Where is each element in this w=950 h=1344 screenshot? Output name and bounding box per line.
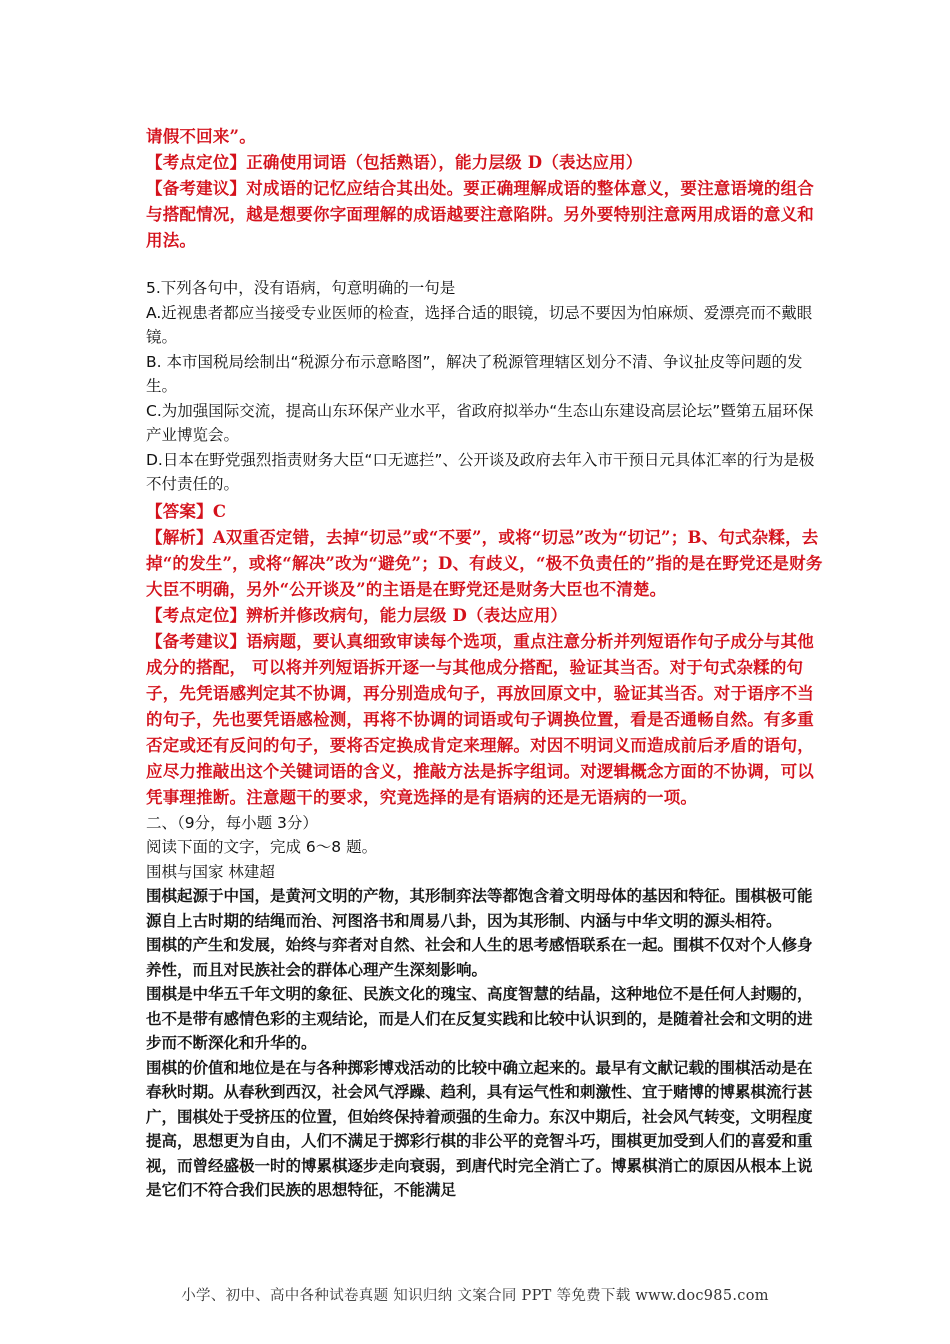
beikao-tag: 【备考建议】 — [146, 179, 247, 198]
option-c: C.为加强国际交流，提高山东环保产业水平，省政府拟举办“生态山东建设高层论坛”暨第五届环保产业博览会。 — [146, 401, 814, 444]
answer-text: C — [212, 501, 227, 521]
article-paragraph-3: 围棋是中华五千年文明的象征、民族文化的瑰宝、高度智慧的结晶，这种地位不是任何人封赐的，也不是带有感情色彩的主观结论，而是人们在反复实践和比较中认识到的，是随着社会和文明的进步而不断深化和升华的。 — [146, 985, 813, 1052]
question-stem: 5.下列各句中，没有语病，句意明确的一句是 — [146, 279, 456, 297]
section-two — [146, 811, 826, 1203]
reading-instruction: 阅读下面的文字，完成 6～8 题。 — [146, 838, 378, 856]
kaodian-tag: 【考点定位】 — [146, 153, 247, 172]
answer-tag: 【答案】 — [146, 501, 213, 521]
analysis-block-q5 — [146, 499, 826, 811]
jiexi-tag: 【解析】 — [146, 527, 213, 547]
document-page — [146, 124, 826, 1203]
article-paragraph-4: 围棋的价值和地位是在与各种掷彩博戏活动的比较中确立起来的。最早有文献记载的围棋活动是在春秋时期。从春秋到西汉，社会风气浮躁、趋利，具有运气性和刺激性、宜于赌博的博累棋流行甚广，围棋处于受挤压的位置，但始终保持着顽强的生命力。东汉中期后，社会风气转变，文明程度提高，思想更为自由，人们不满足于掷彩行棋的非公平的竞智斗巧，围棋更加受到人们的喜爱和重视，而曾经盛极一时的博累棋逐步走向衰弱，到唐代时完全消亡了。博累棋消亡的原因从根本上说是它们不符合我们民族的思想特征，不能满足 — [146, 1058, 813, 1199]
section-heading: 二、（9分，每小题 3分） — [146, 813, 318, 832]
beikao-text: 对成语的记忆应结合其出处。要正确理解成语的整体意义，要注意语境的组合与搭配情况，越是想要你字面理解的成语越要注意陷阱。另外要特别注意两用成语的意义和用法。 — [146, 179, 815, 250]
kaodian-text: 正确使用词语（包括熟语），能力层级 D（表达应用） — [246, 153, 643, 172]
page-footer: 小学、初中、高中各种试卷真题 知识归纳 文案合同 PPT 等免费下载 www.doc985.com — [181, 1288, 769, 1304]
analysis-block-q4 — [146, 124, 826, 254]
analysis-continuation: 请假不回来”。 — [146, 127, 256, 146]
beikao-line-q5 — [146, 629, 826, 811]
kaodian-line-q5 — [146, 603, 826, 629]
beikao-tag: 【备考建议】 — [146, 631, 247, 651]
beikao-line-q4 — [146, 176, 826, 254]
beikao-text: 语病题，要认真细致审读每个选项，重点注意分析并列短语作句子成分与其他成分的搭配， 可以将并列短语拆开逐一与其他成分搭配，验证其当否。对于句式杂糅的句子，先凭语感判定其不协调，再分别造成句子，再放回原文中，验证其当否。对于语序不当的句子，先也要凭语感检测，再将不协调的词语或句子调换位置，看是否通畅自然。有多重否定或还有反问的句子，要将否定换成肯定来理解。对因不明词义而造成前后矛盾的语句，应尽力推敲出这个关键词语的含义，推敲方法是拆字组词。对逻辑概念方面的不协调，可以凭事理推断。注意题干的要求，究竟选择的是有语病的还是无语病的一项。 — [146, 631, 815, 807]
article-title: 围棋与国家 林建超 — [146, 862, 275, 881]
question-5 — [146, 276, 826, 497]
option-b: B. 本市国税局绘制出“税源分布示意略图”，解决了税源管理辖区划分不清、争议扯皮等问题的发生。 — [146, 352, 803, 395]
option-a: A.近视患者都应当接受专业医师的检查，选择合适的眼镜，切忌不要因为怕麻烦、爱漂亮而不戴眼镜。 — [146, 303, 813, 346]
article-paragraph-2: 围棋的产生和发展，始终与弈者对自然、社会和人生的思考感悟联系在一起。围棋不仅对个人修身养性，而且对民族社会的群体心理产生深刻影响。 — [146, 936, 813, 979]
kaodian-tag: 【考点定位】 — [146, 605, 247, 625]
jiexi-line — [146, 525, 826, 603]
article-paragraph-1: 围棋起源于中国，是黄河文明的产物，其形制弈法等都饱含着文明母体的基因和特征。围棋极可能源自上古时期的结绳而治、河图洛书和周易八卦，因为其形制、内涵与中华文明的源头相符。 — [146, 887, 813, 930]
jiexi-text: A双重否定错，去掉“切忌”或“不要”，或将“切忌”改为“切记”；B、句式杂糅，去掉“的发生”，或将“解决”改为“避免”；D、有歧义，“极不负责任的”指的是在野党还是财务大臣不明确，另外“公开谈及”的主语是在野党还是财务大臣也不清楚。 — [146, 527, 823, 599]
kaodian-line-q4 — [146, 150, 826, 176]
answer-line — [146, 499, 826, 525]
kaodian-text: 辨析并修改病句，能力层级 D（表达应用） — [246, 605, 568, 625]
option-d: D.日本在野党强烈指责财务大臣“口无遮拦”、公开谈及政府去年入市干预日元具体汇率的行为是极不付责任的。 — [146, 450, 815, 493]
